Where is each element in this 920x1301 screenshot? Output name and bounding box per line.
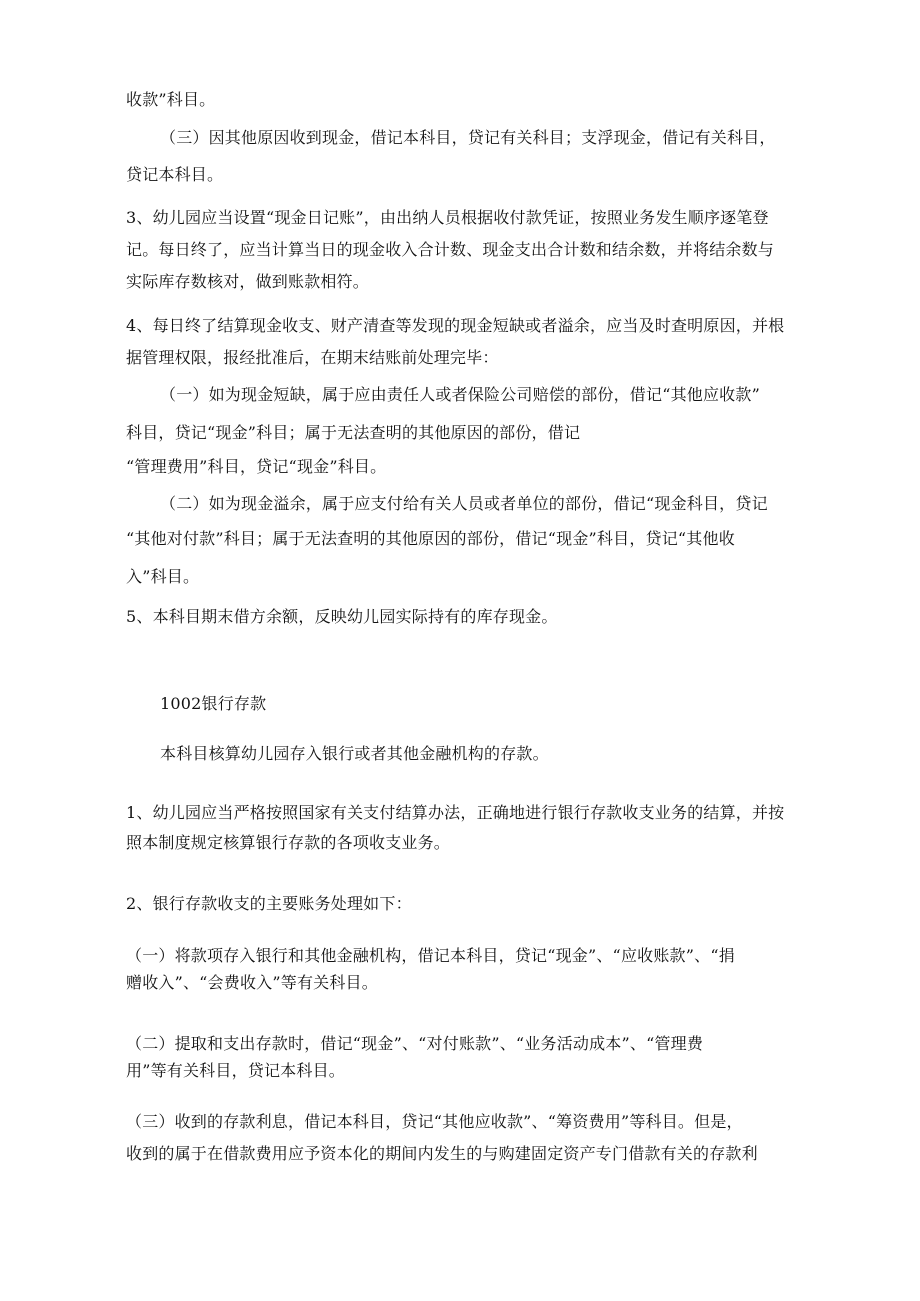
text-line: 1、幼儿园应当严格按照国家有关支付结算办法，正确地进行银行存款收支业务的结算，并按 (126, 803, 785, 822)
text-line: 3、幼儿园应当设置“现金日记账”，由出纳人员根据收付款凭证，按照业务发生顺序逐笔登 (126, 208, 769, 227)
text-line: （二）提取和支出存款时，借记“现金”、“对付账款”、“业务活动成本”、“管理费 (126, 1034, 704, 1053)
text-line: “其他对付款”科目；属于无法查明的其他原因的部份，借记“现金”科目，贷记“其他收 (126, 529, 735, 548)
text-line: 记。每日终了，应当计算当日的现金收入合计数、现金支出合计数和结余数，并将结余数与 (126, 240, 775, 259)
text-line: 实际库存数核对，做到账款相符。 (126, 272, 370, 291)
text-line: 用”等有关科目，贷记本科目。 (126, 1061, 345, 1080)
text-line: 收款”科目。 (126, 90, 216, 109)
text-line: （一）如为现金短缺，属于应由责任人或者保险公司赔偿的部份，借记“其他应收款” (160, 385, 760, 404)
text-line: 赠收入”、“会费收入”等有关科目。 (126, 973, 378, 992)
text-line: 贷记本科目。 (126, 165, 224, 184)
text-line: （二）如为现金溢余，属于应支付给有关人员或者单位的部份，借记“现金科目，贷记 (160, 494, 768, 513)
section-heading: 1002银行存款 (160, 694, 267, 713)
text-line: 科目，贷记“现金”科目；属于无法查明的其他原因的部份，借记 (126, 423, 581, 442)
text-line: 4、每日终了结算现金收支、财产清查等发现的现金短缺或者溢余，应当及时查明原因，并根 (126, 316, 785, 335)
text-line: 入”科目。 (126, 567, 200, 586)
text-line: 据管理权限，报经批准后，在期末结账前处理完毕： (126, 348, 499, 367)
text-line: 收到的属于在借款费用应予资本化的期间内发生的与购建固定资产专门借款有关的存款利 (126, 1144, 758, 1163)
text-line: 照本制度规定核算银行存款的各项收支业务。 (126, 833, 451, 852)
text-line: 本科目核算幼儿园存入银行或者其他金融机构的存款。 (160, 744, 549, 763)
text-line: 5、本科目期末借方余额，反映幼儿园实际持有的库存现金。 (126, 607, 558, 626)
text-line: （一）将款项存入银行和其他金融机构，借记本科目，贷记“现金”、“应收账款”、“捐 (126, 946, 735, 965)
text-line: “管理费用”科目，贷记“现金”科目。 (126, 457, 387, 476)
text-line: （三）因其他原因收到现金，借记本科目，贷记有关科目；支浮现金，借记有关科目， (160, 128, 776, 147)
text-line: 2、银行存款收支的主要账务处理如下： (126, 894, 412, 913)
text-line: （三）收到的存款利息，借记本科目，贷记“其他应收款”、“筹资费用”等科目。但是， (126, 1112, 743, 1131)
